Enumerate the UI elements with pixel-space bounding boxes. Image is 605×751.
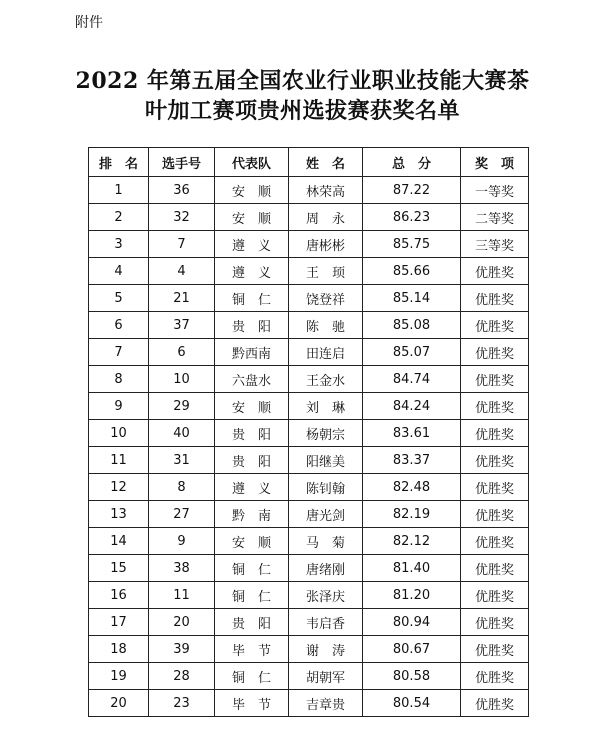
cell-rank: 12 xyxy=(89,474,149,501)
cell-name: 谢 涛 xyxy=(289,636,363,663)
table-row xyxy=(89,420,529,447)
cell-score: 82.19 xyxy=(363,501,461,528)
cell-name: 吉章贵 xyxy=(289,690,363,717)
cell-contestant-no: 31 xyxy=(149,447,215,474)
header-score: 总 分 xyxy=(363,148,461,177)
table-row xyxy=(89,231,529,258)
cell-score: 82.48 xyxy=(363,474,461,501)
cell-team: 毕 节 xyxy=(215,636,289,663)
cell-rank: 16 xyxy=(89,582,149,609)
attachment-label: 附件 xyxy=(75,15,103,31)
cell-team: 贵 阳 xyxy=(215,609,289,636)
cell-score: 82.12 xyxy=(363,528,461,555)
cell-rank: 6 xyxy=(89,312,149,339)
table-row xyxy=(89,690,529,717)
cell-award: 优胜奖 xyxy=(461,285,529,312)
cell-award: 优胜奖 xyxy=(461,258,529,285)
cell-team: 铜 仁 xyxy=(215,582,289,609)
cell-rank: 7 xyxy=(89,339,149,366)
cell-team: 安 顺 xyxy=(215,204,289,231)
cell-contestant-no: 28 xyxy=(149,663,215,690)
cell-score: 85.14 xyxy=(363,285,461,312)
cell-contestant-no: 39 xyxy=(149,636,215,663)
header-contestant-no: 选手号 xyxy=(149,148,215,177)
cell-team: 铜 仁 xyxy=(215,555,289,582)
cell-score: 83.37 xyxy=(363,447,461,474)
cell-award: 优胜奖 xyxy=(461,636,529,663)
table-row xyxy=(89,501,529,528)
cell-contestant-no: 38 xyxy=(149,555,215,582)
cell-name: 王金水 xyxy=(289,366,363,393)
header-rank: 排 名 xyxy=(89,148,149,177)
cell-contestant-no: 9 xyxy=(149,528,215,555)
cell-rank: 20 xyxy=(89,690,149,717)
cell-rank: 8 xyxy=(89,366,149,393)
cell-team: 贵 阳 xyxy=(215,312,289,339)
cell-award: 优胜奖 xyxy=(461,447,529,474)
cell-rank: 10 xyxy=(89,420,149,447)
cell-name: 唐绪刚 xyxy=(289,555,363,582)
cell-team: 遵 义 xyxy=(215,231,289,258)
table-row xyxy=(89,258,529,285)
table-body xyxy=(89,177,529,717)
cell-score: 87.22 xyxy=(363,177,461,204)
cell-name: 王 顼 xyxy=(289,258,363,285)
table-row xyxy=(89,555,529,582)
cell-award: 优胜奖 xyxy=(461,501,529,528)
cell-rank: 19 xyxy=(89,663,149,690)
cell-award: 优胜奖 xyxy=(461,582,529,609)
cell-name: 田连启 xyxy=(289,339,363,366)
table-row xyxy=(89,474,529,501)
cell-score: 80.58 xyxy=(363,663,461,690)
cell-contestant-no: 21 xyxy=(149,285,215,312)
cell-rank: 15 xyxy=(89,555,149,582)
cell-score: 84.74 xyxy=(363,366,461,393)
cell-score: 85.66 xyxy=(363,258,461,285)
cell-team: 遵 义 xyxy=(215,258,289,285)
cell-award: 二等奖 xyxy=(461,204,529,231)
cell-award: 优胜奖 xyxy=(461,366,529,393)
cell-team: 黔西南 xyxy=(215,339,289,366)
cell-team: 安 顺 xyxy=(215,393,289,420)
cell-rank: 1 xyxy=(89,177,149,204)
table-row xyxy=(89,609,529,636)
cell-name: 唐彬彬 xyxy=(289,231,363,258)
cell-score: 84.24 xyxy=(363,393,461,420)
cell-award: 优胜奖 xyxy=(461,663,529,690)
table-row xyxy=(89,663,529,690)
cell-team: 铜 仁 xyxy=(215,285,289,312)
cell-name: 刘 琳 xyxy=(289,393,363,420)
cell-team: 安 顺 xyxy=(215,177,289,204)
cell-rank: 5 xyxy=(89,285,149,312)
cell-team: 贵 阳 xyxy=(215,447,289,474)
cell-contestant-no: 6 xyxy=(149,339,215,366)
cell-contestant-no: 20 xyxy=(149,609,215,636)
table-row xyxy=(89,528,529,555)
cell-name: 马 菊 xyxy=(289,528,363,555)
table-row xyxy=(89,366,529,393)
header-team: 代表队 xyxy=(215,148,289,177)
table-row xyxy=(89,312,529,339)
cell-team: 铜 仁 xyxy=(215,663,289,690)
cell-award: 优胜奖 xyxy=(461,312,529,339)
cell-team: 毕 节 xyxy=(215,690,289,717)
cell-contestant-no: 11 xyxy=(149,582,215,609)
header-name: 姓 名 xyxy=(289,148,363,177)
cell-team: 遵 义 xyxy=(215,474,289,501)
cell-team: 黔 南 xyxy=(215,501,289,528)
cell-contestant-no: 4 xyxy=(149,258,215,285)
cell-team: 安 顺 xyxy=(215,528,289,555)
header-award: 奖 项 xyxy=(461,148,529,177)
cell-award: 优胜奖 xyxy=(461,528,529,555)
cell-rank: 2 xyxy=(89,204,149,231)
table-row xyxy=(89,285,529,312)
table-row xyxy=(89,204,529,231)
cell-rank: 17 xyxy=(89,609,149,636)
cell-name: 饶登祥 xyxy=(289,285,363,312)
title-line-2: 叶加工赛项贵州选拔赛获奖名单 xyxy=(144,98,460,124)
cell-name: 张泽庆 xyxy=(289,582,363,609)
cell-rank: 14 xyxy=(89,528,149,555)
cell-contestant-no: 27 xyxy=(149,501,215,528)
table-header-row xyxy=(89,148,529,177)
cell-name: 唐光剑 xyxy=(289,501,363,528)
cell-contestant-no: 7 xyxy=(149,231,215,258)
table-row xyxy=(89,582,529,609)
cell-award: 优胜奖 xyxy=(461,420,529,447)
table-row xyxy=(89,393,529,420)
cell-score: 80.67 xyxy=(363,636,461,663)
cell-name: 周 永 xyxy=(289,204,363,231)
title-line-1: 2022 年第五届全国农业行业职业技能大赛茶 xyxy=(75,68,530,94)
cell-contestant-no: 29 xyxy=(149,393,215,420)
cell-team: 贵 阳 xyxy=(215,420,289,447)
cell-team: 六盘水 xyxy=(215,366,289,393)
cell-award: 优胜奖 xyxy=(461,339,529,366)
cell-score: 85.07 xyxy=(363,339,461,366)
table-row xyxy=(89,339,529,366)
cell-name: 杨朝宗 xyxy=(289,420,363,447)
document-title xyxy=(0,66,605,126)
award-table xyxy=(88,147,529,717)
cell-contestant-no: 23 xyxy=(149,690,215,717)
cell-rank: 13 xyxy=(89,501,149,528)
cell-contestant-no: 32 xyxy=(149,204,215,231)
cell-score: 81.20 xyxy=(363,582,461,609)
cell-name: 陈钊翰 xyxy=(289,474,363,501)
cell-score: 85.08 xyxy=(363,312,461,339)
table-row xyxy=(89,447,529,474)
cell-contestant-no: 37 xyxy=(149,312,215,339)
cell-award: 优胜奖 xyxy=(461,690,529,717)
cell-award: 优胜奖 xyxy=(461,555,529,582)
cell-award: 一等奖 xyxy=(461,177,529,204)
cell-name: 陈 驰 xyxy=(289,312,363,339)
cell-score: 86.23 xyxy=(363,204,461,231)
cell-score: 85.75 xyxy=(363,231,461,258)
cell-award: 优胜奖 xyxy=(461,393,529,420)
cell-rank: 11 xyxy=(89,447,149,474)
cell-contestant-no: 40 xyxy=(149,420,215,447)
cell-rank: 9 xyxy=(89,393,149,420)
table-row xyxy=(89,177,529,204)
cell-award: 三等奖 xyxy=(461,231,529,258)
cell-award: 优胜奖 xyxy=(461,609,529,636)
cell-score: 81.40 xyxy=(363,555,461,582)
cell-name: 胡朝军 xyxy=(289,663,363,690)
cell-rank: 4 xyxy=(89,258,149,285)
table-row xyxy=(89,636,529,663)
cell-contestant-no: 8 xyxy=(149,474,215,501)
cell-score: 83.61 xyxy=(363,420,461,447)
cell-rank: 18 xyxy=(89,636,149,663)
cell-score: 80.94 xyxy=(363,609,461,636)
cell-contestant-no: 10 xyxy=(149,366,215,393)
cell-name: 林荣高 xyxy=(289,177,363,204)
cell-contestant-no: 36 xyxy=(149,177,215,204)
cell-name: 韦启香 xyxy=(289,609,363,636)
cell-award: 优胜奖 xyxy=(461,474,529,501)
cell-score: 80.54 xyxy=(363,690,461,717)
cell-rank: 3 xyxy=(89,231,149,258)
cell-name: 阳继美 xyxy=(289,447,363,474)
